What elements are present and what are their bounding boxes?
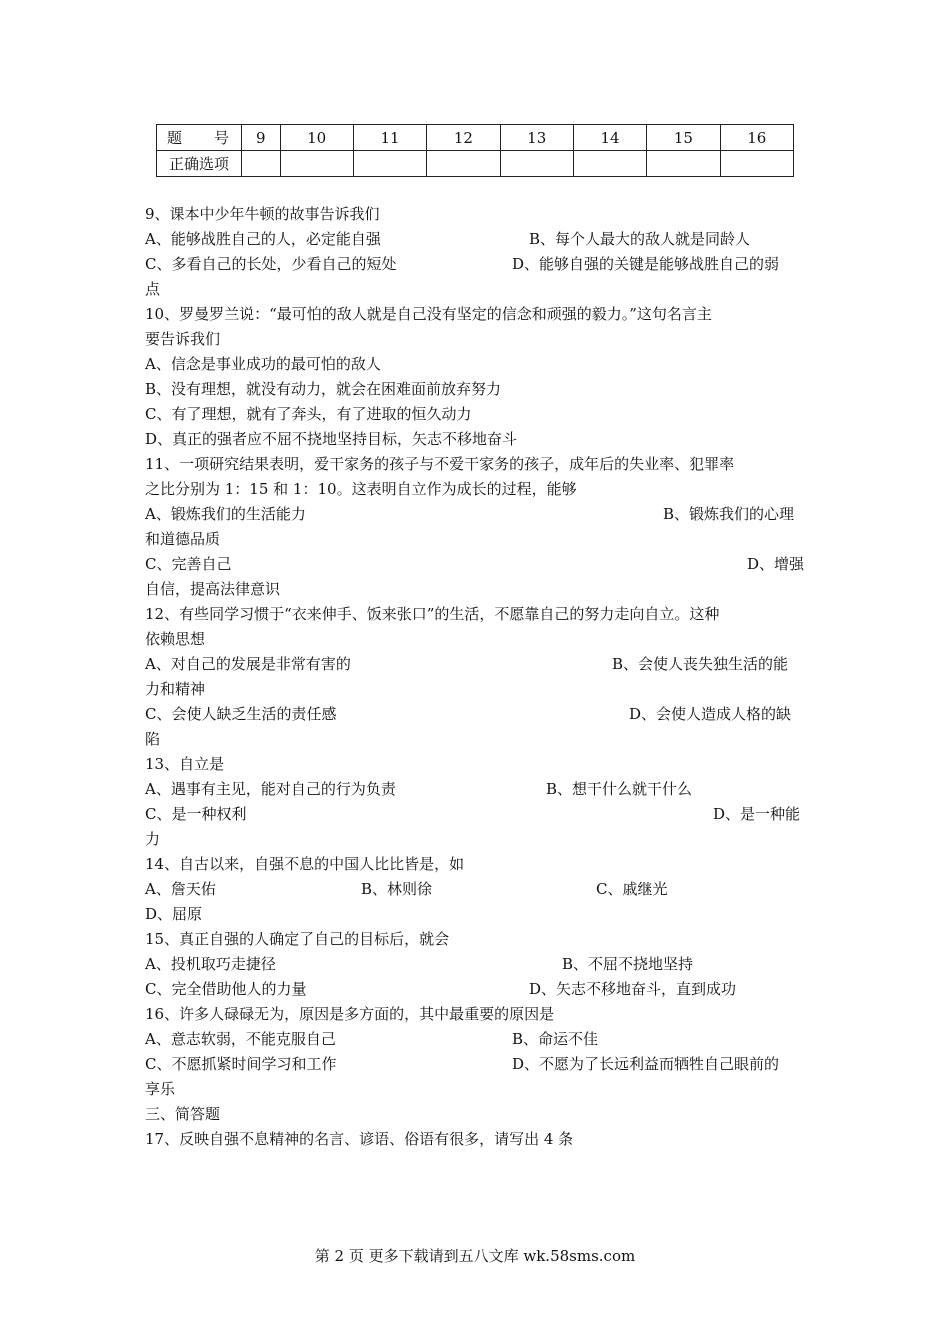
question-number-cell: 16 [720, 125, 793, 151]
option-row [145, 1027, 810, 1052]
option-row [145, 552, 810, 577]
option-b: B、锻炼我们的心理 [663, 505, 795, 523]
option-b: B、林则徐 [361, 880, 433, 898]
option-a: A、詹天佑 [145, 880, 216, 898]
option-d: D、增强 [747, 555, 805, 573]
option-b: B、想干什么就干什么 [546, 780, 693, 798]
option-continuation: 力 [145, 830, 161, 848]
answer-table-answer-row [157, 151, 794, 177]
option-continuation: 自信，提高法律意识 [145, 580, 281, 598]
answer-cell[interactable] [353, 151, 426, 177]
option-a: A、能够战胜自己的人，必定能自强 [145, 230, 381, 248]
option-continuation: 点 [145, 280, 161, 298]
option-d: D、是一种能 [713, 805, 801, 823]
option-a: A、意志软弱，不能克服自己 [145, 1030, 336, 1048]
question-number-label-b: 号 [213, 129, 229, 147]
answer-cell[interactable] [647, 151, 720, 177]
question-stem: 15、真正自强的人确定了自己的目标后，就会 [145, 930, 450, 948]
question-stem: 之比分别为 1：15 和 1：10。这表明自立作为成长的过程，能够 [145, 480, 577, 498]
question-stem: 14、自古以来，自强不息的中国人比比皆是，如 [145, 855, 465, 873]
question-stem: 9、课本中少年牛顿的故事告诉我们 [145, 205, 380, 223]
option-row [145, 227, 810, 252]
question-number-cell: 15 [647, 125, 720, 151]
answer-cell[interactable] [242, 151, 281, 177]
option-c: C、不愿抓紧时间学习和工作 [145, 1055, 337, 1073]
question-stem: 要告诉我们 [145, 330, 221, 348]
option-row [145, 977, 810, 1002]
answer-table [156, 124, 794, 177]
question-number-cell: 10 [280, 125, 353, 151]
option-c: C、有了理想，就有了奔头，有了进取的恒久动力 [145, 405, 472, 423]
question-stem: 17、反映自强不息精神的名言、谚语、俗语有很多，请写出 4 条 [145, 1130, 574, 1148]
option-row [145, 502, 810, 527]
question-list [145, 202, 810, 1152]
option-a: A、投机取巧走捷径 [145, 955, 276, 973]
page-footer: 第 2 页 更多下载请到五八文库 wk.58sms.com [314, 1247, 636, 1265]
option-row [145, 652, 810, 677]
option-d: D、不愿为了长远利益而牺牲自己眼前的 [512, 1055, 780, 1073]
option-row [145, 777, 810, 802]
option-continuation: 陷 [145, 730, 161, 748]
option-d: D、真正的强者应不屈不挠地坚持目标，矢志不移地奋斗 [145, 430, 518, 448]
question-stem: 11、一项研究结果表明，爱干家务的孩子与不爱干家务的孩子，成年后的失业率、犯罪率 [145, 455, 735, 473]
option-row [145, 252, 810, 277]
option-c: C、多看自己的长处，少看自己的短处 [145, 255, 397, 273]
option-continuation: 享乐 [145, 1080, 176, 1098]
answer-cell[interactable] [427, 151, 500, 177]
option-d: D、屈原 [145, 905, 203, 923]
correct-option-label: 正确选项 [157, 151, 242, 177]
option-d: D、会使人造成人格的缺 [629, 705, 792, 723]
option-b: B、命运不佳 [512, 1030, 599, 1048]
section-heading: 三、简答题 [145, 1105, 221, 1123]
question-stem: 16、许多人碌碌无为，原因是多方面的，其中最重要的原因是 [145, 1005, 555, 1023]
question-number-label-a: 题 [167, 129, 183, 147]
answer-cell[interactable] [720, 151, 793, 177]
answer-table-header-row [157, 125, 794, 151]
option-d: D、矢志不移地奋斗，直到成功 [529, 980, 737, 998]
question-number-cell: 13 [500, 125, 573, 151]
question-stem: 13、自立是 [145, 755, 225, 773]
question-number-cell: 9 [242, 125, 281, 151]
question-number-cell: 12 [427, 125, 500, 151]
option-c: C、完善自己 [145, 555, 232, 573]
option-b: B、不屈不挠地坚持 [562, 955, 694, 973]
option-row [145, 952, 810, 977]
option-a: A、对自己的发展是非常有害的 [145, 655, 351, 673]
option-c: C、戚继光 [596, 880, 668, 898]
option-row [145, 802, 810, 827]
option-a: A、遇事有主见，能对自己的行为负责 [145, 780, 396, 798]
answer-cell[interactable] [280, 151, 353, 177]
question-number-cell: 14 [573, 125, 646, 151]
answer-cell[interactable] [500, 151, 573, 177]
answer-cell[interactable] [573, 151, 646, 177]
option-b: B、每个人最大的敌人就是同龄人 [529, 230, 751, 248]
question-stem: 依赖思想 [145, 630, 206, 648]
question-number-label [157, 125, 242, 151]
question-stem: 12、有些同学习惯于“衣来伸手、饭来张口”的生活，不愿靠自己的努力走向自立。这种 [145, 605, 720, 623]
option-b: B、没有理想，就没有动力，就会在困难面前放弃努力 [145, 380, 502, 398]
option-row [145, 877, 810, 902]
option-a: A、信念是事业成功的最可怕的敌人 [145, 355, 381, 373]
option-row [145, 1052, 810, 1077]
option-row [145, 702, 810, 727]
question-stem: 10、罗曼罗兰说：“最可怕的敌人就是自己没有坚定的信念和顽强的毅力。”这句名言主 [145, 305, 712, 323]
option-c: C、完全借助他人的力量 [145, 980, 307, 998]
option-c: C、是一种权利 [145, 805, 247, 823]
option-b: B、会使人丧失独生活的能 [612, 655, 789, 673]
option-continuation: 力和精神 [145, 680, 206, 698]
option-d: D、能够自强的关键是能够战胜自己的弱 [512, 255, 780, 273]
option-c: C、会使人缺乏生活的责任感 [145, 705, 337, 723]
question-number-cell: 11 [353, 125, 426, 151]
option-a: A、锻炼我们的生活能力 [145, 505, 306, 523]
option-continuation: 和道德品质 [145, 530, 221, 548]
